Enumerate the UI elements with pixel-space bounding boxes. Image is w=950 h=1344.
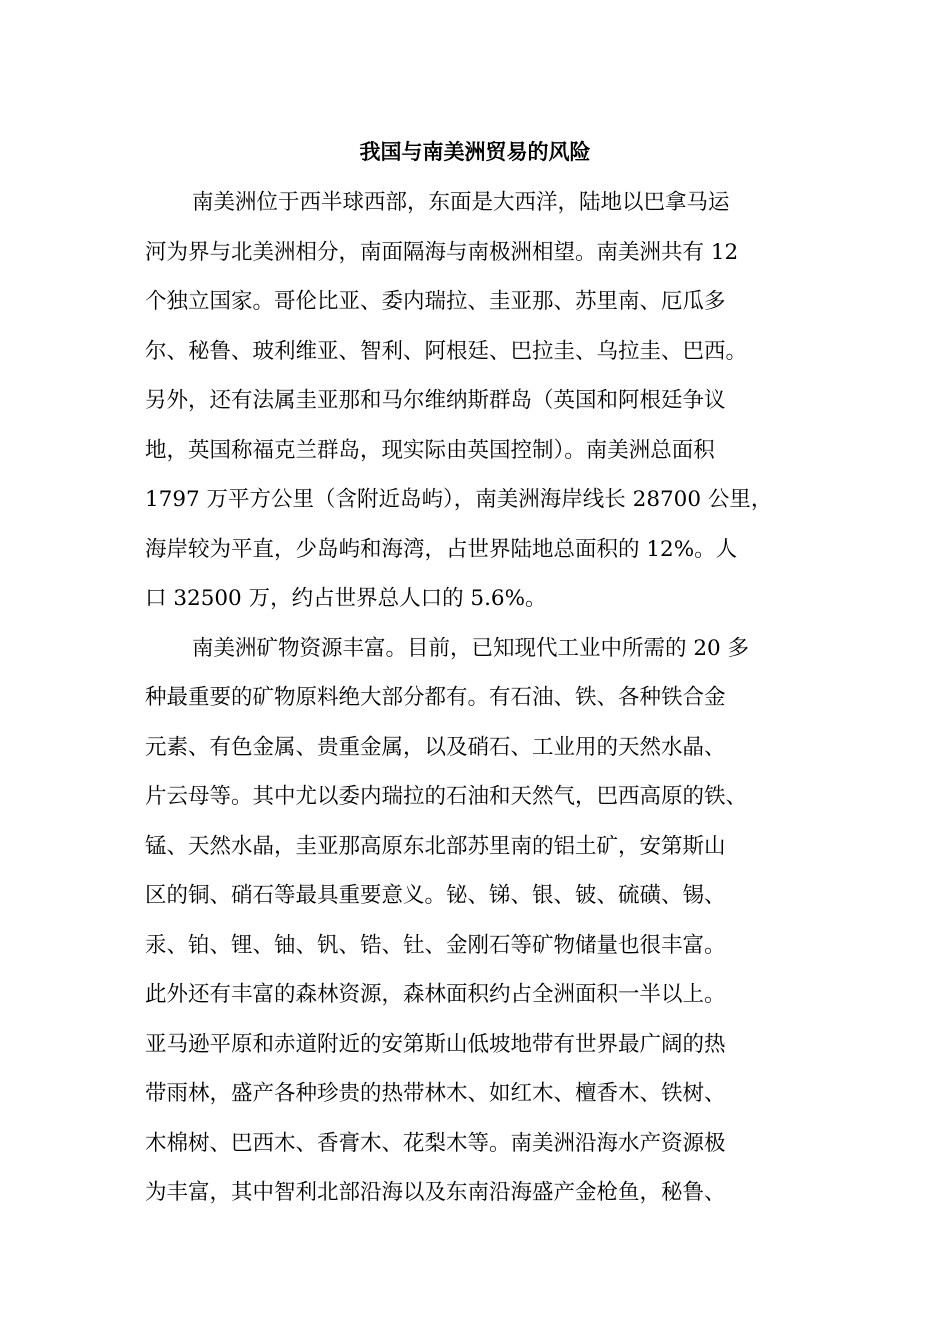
paragraph-1-line-7: 1797 万平方公里（含附近岛屿），南美洲海岸线长 28700 公里， <box>145 487 773 512</box>
paragraph-1-line-5: 另外，还有法属圭亚那和马尔维纳斯群岛（英国和阿根廷争议 <box>145 388 726 413</box>
paragraph-1-line-1: 南美洲位于西半球西部，东面是大西洋，陆地以巴拿马运 <box>192 190 730 215</box>
paragraph-2-line-4: 片云母等。其中尤以委内瑞拉的石油和天然气，巴西高原的铁、 <box>145 784 748 809</box>
paragraph-1-line-6: 地，英国称福克兰群岛，现实际由英国控制）。南美洲总面积 <box>145 438 715 463</box>
paragraph-2-line-12: 为丰富，其中智利北部沿海以及东南沿海盛产金枪鱼，秘鲁、 <box>145 1180 726 1205</box>
paragraph-1-line-8: 海岸较为平直，少岛屿和海湾，占世界陆地总面积的 12%。人 <box>145 537 738 562</box>
paragraph-2-line-5: 锰、天然水晶，圭亚那高原东北部苏里南的铝土矿，安第斯山 <box>145 834 726 859</box>
paragraph-1-line-4: 尔、秘鲁、玻利维亚、智利、阿根廷、巴拉圭、乌拉圭、巴西。 <box>145 339 748 364</box>
paragraph-2-line-7: 汞、铂、锂、铀、钒、锆、钍、金刚石等矿物储量也很丰富。 <box>145 933 726 958</box>
paragraph-1-line-9: 口 32500 万，约占世界总人口的 5.6%。 <box>145 586 547 611</box>
paragraph-2-line-6: 区的铜、硝石等最具重要意义。铋、锑、银、铍、硫磺、锡、 <box>145 883 726 908</box>
paragraph-2-line-10: 带雨林，盛产各种珍贵的热带林木、如红木、檀香木、铁树、 <box>145 1081 726 1106</box>
paragraph-2-line-3: 元素、有色金属、贵重金属，以及硝石、工业用的天然水晶、 <box>145 735 726 760</box>
paragraph-2-line-9: 亚马逊平原和赤道附近的安第斯山低坡地带有世界最广阔的热 <box>145 1032 726 1057</box>
paragraph-1-line-2: 河为界与北美洲相分，南面隔海与南极洲相望。南美洲共有 12 <box>145 240 739 265</box>
paragraph-2-line-1: 南美洲矿物资源丰富。目前，已知现代工业中所需的 20 多 <box>192 636 750 661</box>
paragraph-2-line-11: 木棉树、巴西木、香膏木、花梨木等。南美洲沿海水产资源极 <box>145 1131 726 1156</box>
paragraph-1-line-3: 个独立国家。哥伦比亚、委内瑞拉、圭亚那、苏里南、厄瓜多 <box>145 289 726 314</box>
paragraph-2-line-2: 种最重要的矿物原料绝大部分都有。有石油、铁、各种铁合金 <box>145 685 726 710</box>
paragraph-2-line-8: 此外还有丰富的森林资源，森林面积约占全洲面积一半以上。 <box>145 982 726 1007</box>
document-title: 我国与南美洲贸易的风险 <box>359 140 591 164</box>
